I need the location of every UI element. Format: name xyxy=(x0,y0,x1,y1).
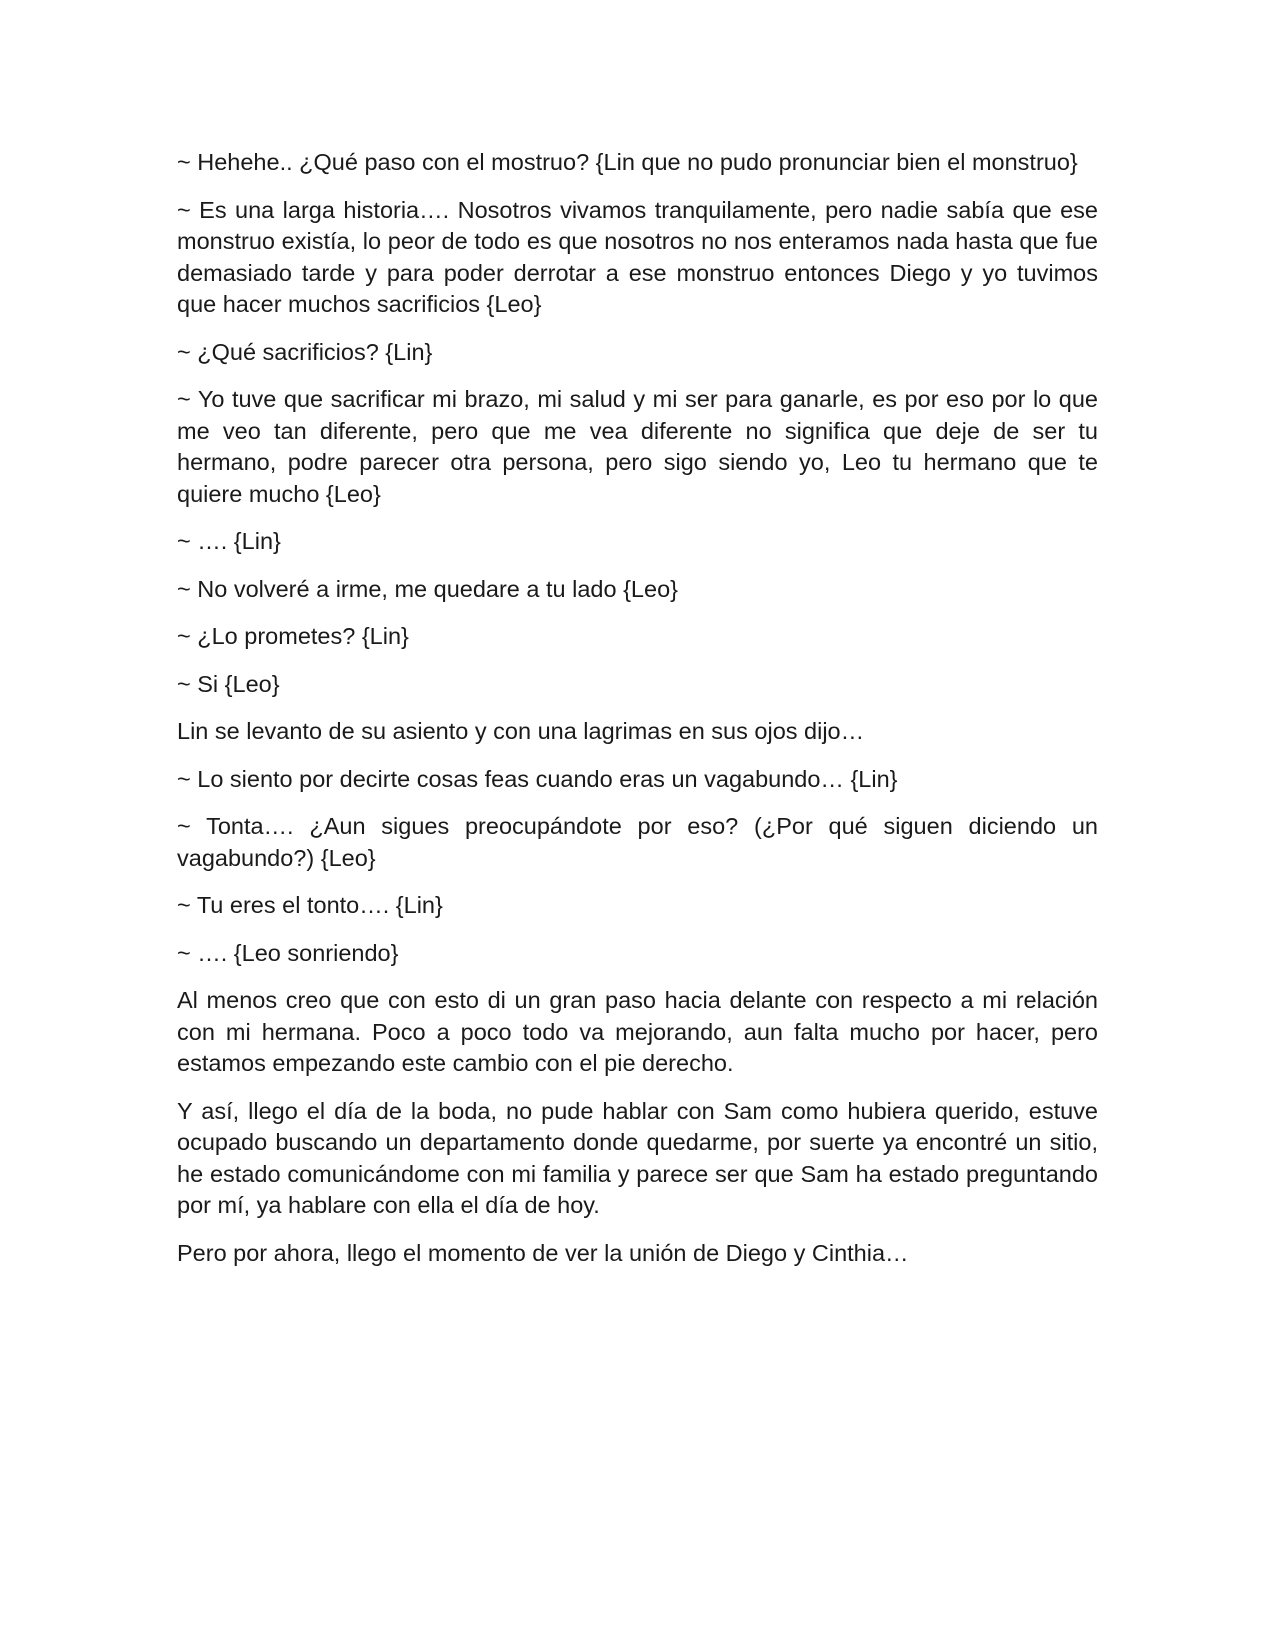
dialogue-line: ~ No volveré a irme, me quedare a tu lado {Leo} xyxy=(177,575,678,602)
dialogue-line: ~ Tonta…. ¿Aun sigues preocupándote por eso? (¿Por qué siguen diciendo un vagabundo?) {Leo} xyxy=(177,813,1098,871)
narration-paragraph: Pero por ahora, llego el momento de ver la unión de Diego y Cinthia… xyxy=(177,1239,909,1266)
narration-paragraph: Al menos creo que con esto di un gran paso hacia delante con respecto a mi relación con mi hermana. Poco a poco todo va mejorando, aun falta mucho por hacer, pero estamos empezando este cambio con el pie derecho. xyxy=(177,987,1098,1076)
dialogue-line: ~ Tu eres el tonto…. {Lin} xyxy=(177,892,443,918)
dialogue-line: ~ …. {Lin} xyxy=(177,528,281,554)
document-page xyxy=(177,147,1098,1285)
dialogue-line: ~ ¿Qué sacrificios? {Lin} xyxy=(177,338,433,365)
dialogue-line: ~ ¿Lo prometes? {Lin} xyxy=(177,623,409,649)
dialogue-line: ~ …. {Leo sonriendo} xyxy=(177,939,399,966)
dialogue-line: ~ Es una larga historia…. Nosotros vivamos tranquilamente, pero nadie sabía que ese monstruo existía, lo peor de todo es que nosotros no nos enteramos nada hasta que fue demasiado tarde y para poder derrotar a ese monstruo entonces Diego y yo tuvimos que hacer muchos sacrificios {Leo} xyxy=(177,196,1098,317)
dialogue-line: ~ Hehehe.. ¿Qué paso con el mostruo? {Lin que no pudo pronunciar bien el monstruo} xyxy=(177,149,1078,175)
narration-paragraph: Y así, llego el día de la boda, no pude hablar con Sam como hubiera querido, estuve ocupado buscando un departamento donde quedarme, por suerte ya encontré un sitio, he estado comunicándome con mi familia y parece ser que Sam ha estado preguntando por mí, ya hablare con ella el día de hoy. xyxy=(177,1097,1098,1218)
narration-paragraph: Lin se levanto de su asiento y con una lagrimas en sus ojos dijo… xyxy=(177,718,865,744)
dialogue-line: ~ Yo tuve que sacrificar mi brazo, mi salud y mi ser para ganarle, es por eso por lo que me veo tan diferente, pero que me vea diferente no significa que deje de ser tu hermano, podre parecer otra persona, pero sigo siendo yo, Leo tu hermano que te quiere mucho {Leo} xyxy=(177,386,1098,507)
dialogue-line: ~ Lo siento por decirte cosas feas cuando eras un vagabundo… {Lin} xyxy=(177,765,898,792)
dialogue-line: ~ Si {Leo} xyxy=(177,670,280,697)
